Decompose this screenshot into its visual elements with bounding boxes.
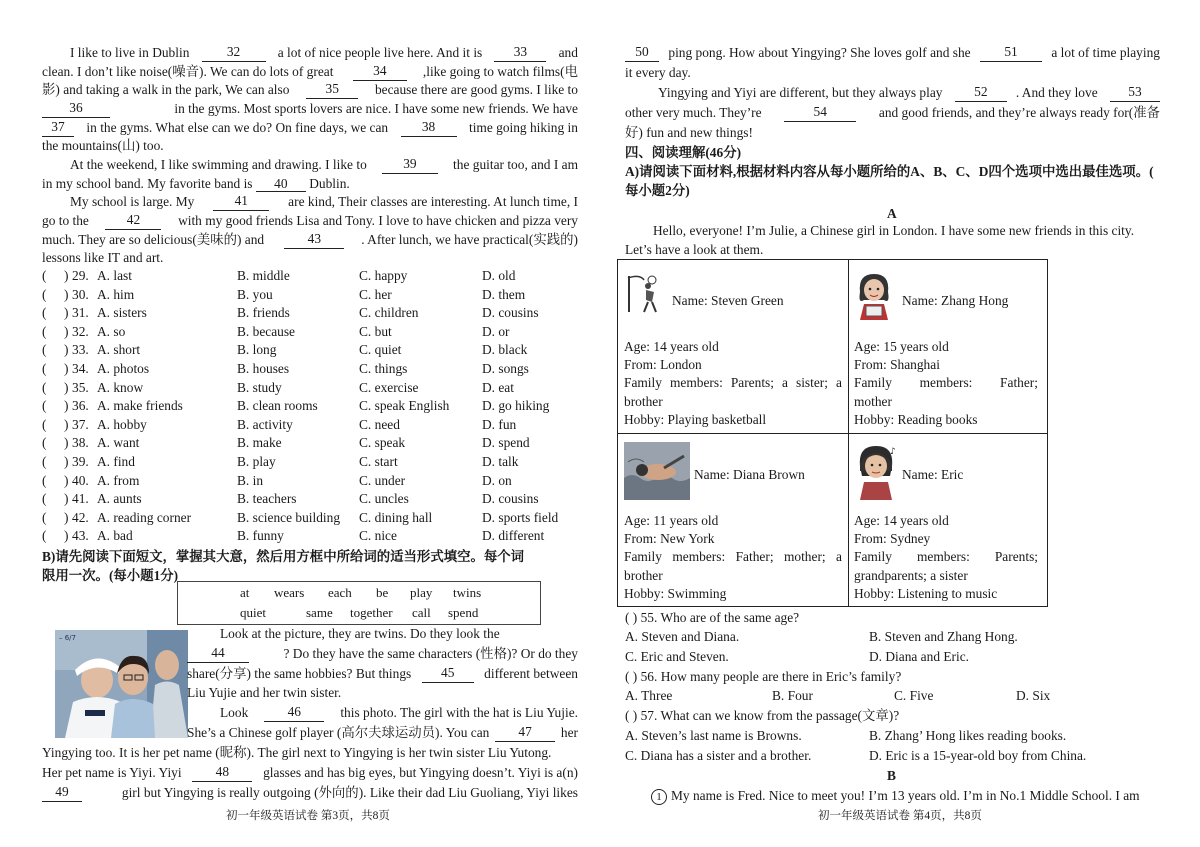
section-4-title: 四、阅读理解(46分): [625, 145, 742, 160]
friend-info: brother: [624, 567, 663, 583]
option-c: C. children: [359, 305, 419, 321]
option-b: B. in: [237, 472, 264, 488]
question-number: 43.: [72, 528, 89, 544]
friend-info: From: London: [624, 357, 702, 373]
friend-info: Family members: Father;: [854, 375, 1038, 391]
text-run: Look: [220, 705, 252, 721]
answer-bracket: (: [42, 268, 47, 283]
text-run: . And they love: [1015, 85, 1101, 100]
blank-46: 46: [264, 704, 324, 722]
blank-50: 50: [625, 44, 659, 62]
passage-line: [70, 193, 578, 211]
answer-bracket: (: [42, 528, 47, 544]
question-number: 36.: [72, 398, 89, 414]
blank-52: 52: [955, 84, 1007, 102]
text-run: Look at the picture, they are twins. Do they look the: [220, 626, 500, 641]
blank-36: 36: [42, 100, 110, 118]
option-c: C. speak English: [359, 398, 450, 414]
blank-44: 44: [187, 645, 249, 663]
passage-line: [42, 764, 578, 782]
friend-card: [854, 434, 1044, 606]
option-d: D. eat: [482, 379, 514, 395]
question-number: 30.: [72, 286, 89, 302]
option-b: B. middle: [237, 268, 290, 283]
option-a: A. bad: [97, 528, 133, 544]
option-d: D. spend: [482, 435, 530, 451]
option-a: A. hobby: [97, 416, 147, 432]
option-d: D. them: [482, 286, 526, 302]
text-run: Yingying too. It is her pet name (昵称). The girl next to Yingying is her twin sister Liu Yutong.: [42, 745, 552, 760]
friend-card: [624, 260, 848, 432]
reading-girl-icon: [854, 270, 894, 324]
passage-line: [625, 44, 1160, 62]
q57-option-d: D. Eric is a 15-year-old boy from China.: [869, 748, 1087, 763]
page-footer: 初一年级英语试卷 第4页，共8页: [818, 810, 982, 822]
q55-option-d: D. Diana and Eric.: [869, 649, 970, 664]
text-run: go to the: [42, 212, 93, 228]
text-run: in the gyms. Most sports lovers are nice. I have some new friends. We have: [171, 100, 578, 116]
word-each: each: [328, 585, 352, 600]
page-footer: 初一年级英语试卷 第3页，共8页: [226, 810, 390, 822]
answer-bracket: ): [64, 491, 69, 507]
word-at: at: [240, 585, 250, 600]
option-d: D. cousins: [482, 491, 539, 507]
passage-a-intro: Hello, everyone! I’m Julie, a Chinese girl in London. I have some new friends in this city.: [653, 223, 1135, 238]
answer-bracket: ): [64, 361, 69, 376]
option-d: D. go hiking: [482, 398, 550, 414]
word-quiet: quiet: [240, 605, 266, 620]
option-d: D. fun: [482, 416, 517, 432]
option-b: B. long: [237, 342, 277, 358]
option-a: A. so: [97, 323, 126, 339]
option-a: A. sisters: [97, 305, 147, 321]
passage-line: [187, 724, 578, 742]
text-run: girl but Yingying is really outgoing (外向的). Like their dad Liu Guoliang, Yiyi likes: [118, 784, 578, 800]
question-56: ( ) 56. How many people are there in Eric’s family?: [625, 669, 902, 684]
passage-b-text: My name is Fred. Nice to meet you! I’m 13 years old. I’m in No.1 Middle School. I am: [671, 788, 1140, 803]
blank-51: 51: [980, 44, 1042, 62]
word-together: together: [350, 605, 393, 620]
text-run: because there are good gyms. I like to: [371, 82, 578, 98]
text-run: . After lunch, we have practical(实践的): [361, 231, 578, 247]
text-run: At the weekend, I like swimming and drawing. I like to: [70, 156, 371, 172]
text-run: it every day.: [625, 65, 691, 80]
option-b: B. make: [237, 435, 282, 451]
word-be: be: [376, 585, 389, 600]
text-run: this photo. The girl with the hat is Liu Yujie.: [336, 705, 578, 721]
answer-bracket: (: [42, 361, 47, 376]
twins-photo: [55, 630, 188, 738]
option-b: B. you: [237, 286, 273, 302]
text-run: Her pet name is Yiyi. Yiyi: [42, 764, 185, 780]
text-run: lessons like IT and art.: [42, 250, 164, 266]
passage-line: [658, 84, 1160, 102]
blank-42: 42: [105, 212, 161, 230]
answer-bracket: (: [42, 305, 47, 321]
option-b: B. science building: [237, 509, 341, 525]
text-run: in my school band. My favorite band is: [42, 175, 256, 191]
option-b: B. funny: [237, 528, 284, 544]
passage-line: [42, 175, 350, 193]
text-run: different between: [480, 665, 578, 681]
word-play: play: [410, 585, 433, 600]
passage-line: [187, 684, 341, 702]
blank-38: 38: [401, 119, 457, 137]
text-run: time going hiking in: [465, 119, 578, 135]
text-run: the mountains(山) too.: [42, 138, 164, 154]
text-run: Dublin.: [305, 175, 350, 191]
question-number: 41.: [72, 491, 89, 507]
word-spend: spend: [448, 605, 479, 620]
passage-b-first-line: [651, 787, 1140, 805]
friend-name: Name: Diana Brown: [694, 467, 805, 482]
answer-bracket: (: [42, 472, 47, 488]
answer-bracket: ): [64, 286, 69, 302]
friend-info: Hobby: Listening to music: [854, 585, 998, 601]
friend-info: Age: 11 years old: [624, 513, 719, 528]
friend-name: Name: Eric: [902, 467, 964, 482]
answer-bracket: (: [42, 454, 47, 469]
option-d: D. cousins: [482, 305, 539, 321]
option-a: A. want: [97, 435, 140, 451]
q56-option-a: A. Three: [625, 688, 673, 703]
question-number: 40.: [72, 472, 89, 488]
option-d: D. old: [482, 268, 516, 283]
passage-line: [42, 249, 163, 267]
text-run: ping pong. How about Yingying? She loves golf and she: [665, 45, 974, 60]
passage-line: [42, 784, 578, 802]
answer-bracket: ): [64, 342, 69, 358]
text-run: much. They are so delicious(美味的) and: [42, 231, 268, 247]
blank-40: 40: [256, 176, 306, 192]
passage-line: [42, 137, 164, 155]
friend-info: Hobby: Reading books: [854, 411, 978, 427]
passage-a-intro-2: Let’s have a look at them.: [625, 242, 764, 257]
friend-card: [854, 260, 1044, 432]
question-number: 32.: [72, 323, 89, 339]
text-run: share(分享) the same hobbies? But things: [187, 665, 415, 681]
blank-49: 49: [42, 784, 82, 802]
passage-line: [220, 704, 578, 722]
text-run: My school is large. My: [70, 194, 198, 210]
friend-name: Name: Steven Green: [672, 293, 784, 308]
svg-text:– 6/7: – 6/7: [59, 634, 76, 642]
answer-bracket: ): [64, 268, 69, 283]
q57-option-a: A. Steven’s last name is Browns.: [625, 728, 802, 743]
option-d: D. different: [482, 528, 545, 544]
q55-option-a: A. Steven and Diana.: [625, 629, 740, 644]
friend-card: [624, 434, 848, 606]
option-a: A. from: [97, 472, 140, 488]
option-c: C. her: [359, 286, 392, 302]
section-b-instruction-2: 限用一次。(每小题1分): [42, 568, 179, 583]
option-d: D. on: [482, 472, 512, 488]
section-4-instruction: A)请阅读下面材料,根据材料内容从每小题所给的A、B、C、D四个选项中选出最佳选项。(: [625, 164, 1154, 179]
friend-info: grandparents; a sister: [854, 567, 968, 583]
answer-bracket: (: [42, 416, 47, 432]
q56-option-b: B. Four: [772, 688, 813, 703]
answer-bracket: (: [42, 398, 47, 414]
answer-bracket: ): [64, 398, 69, 414]
blank-43: 43: [284, 231, 344, 249]
section-b-instruction: B)请先阅读下面短文，掌握其大意，然后用方框中所给词的适当形式填空。每个词: [42, 549, 525, 564]
question-number: 31.: [72, 305, 89, 321]
text-run: and: [555, 45, 578, 60]
option-b: B. friends: [237, 305, 290, 321]
option-d: D. or: [482, 323, 510, 339]
question-number: 37.: [72, 416, 89, 432]
blank-34: 34: [353, 63, 407, 81]
passage-line: [42, 212, 578, 230]
friend-info: Hobby: Swimming: [624, 585, 727, 601]
question-number: 38.: [72, 435, 89, 451]
answer-bracket: (: [42, 509, 47, 525]
word-box: [177, 581, 541, 625]
option-a: A. photos: [97, 361, 150, 376]
word-wears: wears: [274, 585, 305, 600]
option-a: A. last: [97, 268, 132, 283]
answer-bracket: ): [64, 528, 69, 544]
blank-39: 39: [382, 156, 438, 174]
friend-info: Family members: Parents; a sister; a: [624, 375, 842, 391]
text-run: other very much. They’re: [625, 105, 765, 120]
text-run: her: [557, 725, 578, 740]
option-d: D. black: [482, 342, 528, 358]
passage-a-label: A: [887, 206, 897, 221]
option-c: C. dining hall: [359, 509, 433, 525]
answer-bracket: ): [64, 379, 69, 395]
blank-48: 48: [192, 764, 252, 782]
option-c: C. happy: [359, 268, 408, 283]
option-b: B. teachers: [237, 491, 297, 507]
blank-33: 33: [494, 44, 546, 62]
passage-line: [220, 625, 578, 643]
question-number: 29.: [72, 268, 89, 283]
option-a: A. aunts: [97, 491, 142, 507]
answer-bracket: ): [64, 454, 69, 469]
passage-line: [187, 645, 578, 663]
q55-option-b: B. Steven and Zhang Hong.: [869, 629, 1018, 644]
answer-bracket: (: [42, 435, 47, 451]
option-b: B. study: [237, 379, 282, 395]
answer-bracket: ): [64, 416, 69, 432]
blank-32: 32: [202, 44, 266, 62]
text-run: She’s a Chinese golf player (高尔夫球运动员). You can: [187, 725, 493, 740]
text-run: Yingying and Yiyi are different, but they always play: [658, 85, 946, 100]
blank-41: 41: [213, 193, 269, 211]
option-b: B. activity: [237, 416, 293, 432]
question-number: 39.: [72, 454, 89, 469]
text-run: the guitar too, and I am: [449, 156, 578, 172]
blank-45: 45: [422, 665, 474, 683]
friend-info: From: Shanghai: [854, 357, 940, 373]
text-run: a lot of nice people live here. And it is: [274, 45, 486, 60]
text-run: are kind, Their classes are interesting. At lunch time, I: [284, 194, 578, 210]
answer-bracket: (: [42, 286, 47, 302]
option-c: C. uncles: [359, 491, 409, 507]
option-c: C. things: [359, 361, 408, 376]
option-a: A. reading corner: [97, 509, 192, 525]
text-run: ? Do they have the same characters (性格)? Or do they: [283, 645, 578, 661]
blank-35: 35: [306, 81, 358, 99]
svg-text:♪: ♪: [890, 447, 896, 457]
passage-line: [70, 44, 578, 62]
option-a: A. short: [97, 342, 141, 358]
option-b: B. play: [237, 454, 276, 469]
friend-info: From: Sydney: [854, 531, 931, 547]
option-c: C. but: [359, 323, 392, 339]
question-number: 35.: [72, 379, 89, 395]
passage-line: [42, 81, 578, 99]
blank-47: 47: [495, 724, 555, 742]
option-d: D. talk: [482, 454, 519, 469]
option-d: D. songs: [482, 361, 529, 376]
friend-info: Age: 15 years old: [854, 339, 949, 354]
passage-b-label: B: [887, 768, 896, 783]
text-run: in the gyms. What else can we do? On fine days, we can: [83, 119, 392, 135]
option-c: C. need: [359, 416, 400, 432]
answer-bracket: ): [64, 305, 69, 321]
answer-bracket: (: [42, 342, 47, 358]
option-a: A. make friends: [97, 398, 183, 414]
circled-number: 1: [651, 789, 667, 805]
swimmer-icon: [624, 442, 690, 504]
question-number: 34.: [72, 361, 89, 376]
passage-line: [187, 665, 578, 683]
option-c: C. speak: [359, 435, 406, 451]
answer-bracket: (: [42, 379, 47, 395]
option-a: A. find: [97, 454, 135, 469]
text-run: glasses and has big eyes, but Yingying doesn’t. Yiyi is a(n): [259, 764, 578, 780]
passage-line: [42, 100, 578, 118]
text-run: Liu Yujie and her twin sister.: [187, 685, 342, 701]
basketball-player-icon: [624, 270, 668, 318]
section-4-instruction-2: 每小题2分): [625, 183, 690, 198]
option-c: C. under: [359, 472, 406, 488]
friend-info: Age: 14 years old: [624, 339, 719, 354]
option-c: C. exercise: [359, 379, 419, 395]
question-57: ( ) 57. What can we know from the passage(文章)?: [625, 708, 900, 723]
passage-line: [42, 119, 578, 137]
option-c: C. quiet: [359, 342, 402, 358]
answer-bracket: ): [64, 435, 69, 451]
text-run: ,like going to watch films(电: [422, 63, 578, 79]
option-a: A. him: [97, 286, 135, 302]
word-call: call: [412, 605, 431, 620]
q57-option-c: C. Diana has a sister and a brother.: [625, 748, 812, 763]
text-run: clean. I don’t like noise(噪音). We can do lots of great: [42, 63, 337, 79]
text-run: I like to live in Dublin: [70, 45, 193, 60]
answer-bracket: ): [64, 509, 69, 525]
option-b: B. clean rooms: [237, 398, 318, 414]
question-55: ( ) 55. Who are of the same age?: [625, 610, 800, 625]
text-run: 影) and taking a walk in the park, We can also: [42, 82, 293, 98]
friend-info: Age: 14 years old: [854, 513, 949, 528]
word-same: same: [306, 605, 333, 620]
friend-info: From: New York: [624, 531, 715, 547]
question-number: 42.: [72, 509, 89, 525]
text-run: a lot of time playing: [1048, 45, 1160, 60]
question-number: 33.: [72, 342, 89, 358]
blank-37: 37: [42, 119, 74, 137]
passage-line: [42, 744, 578, 762]
option-c: C. start: [359, 454, 398, 469]
answer-bracket: (: [42, 491, 47, 507]
passage-line: [42, 231, 578, 249]
blank-54: 54: [784, 104, 856, 122]
friend-info: mother: [854, 393, 892, 409]
q56-option-d: D. Six: [1016, 688, 1051, 703]
q55-option-c: C. Eric and Steven.: [625, 649, 729, 664]
option-b: B. because: [237, 323, 296, 339]
answer-bracket: ): [64, 472, 69, 488]
friends-table: [617, 259, 1048, 607]
text-run: with my good friends Lisa and Tony. I love to have chicken and pizza very: [174, 212, 578, 228]
text-run: and good friends, and they’re always ready for(准备: [875, 105, 1160, 120]
q57-option-b: B. Zhang’ Hong likes reading books.: [869, 728, 1067, 743]
option-a: A. know: [97, 379, 144, 395]
left-page: [42, 0, 578, 847]
passage-line: [625, 104, 1160, 122]
friend-info: Hobby: Playing basketball: [624, 411, 767, 427]
passage-line: [70, 156, 578, 174]
blank-53: 53: [1110, 84, 1160, 102]
answer-bracket: (: [42, 323, 47, 339]
option-d: D. sports field: [482, 509, 559, 525]
passage-line: [625, 64, 691, 82]
friend-info: Family members: Parents;: [854, 549, 1038, 565]
music-listener-icon: [854, 442, 898, 504]
passage-line: [625, 124, 753, 142]
passage-line: [42, 63, 578, 81]
option-b: B. houses: [237, 361, 290, 376]
friend-info: Family members: Father; mother; a: [624, 549, 842, 565]
right-page: [625, 0, 1160, 847]
text-run: 好) fun and new things!: [625, 125, 753, 140]
answer-bracket: ): [64, 323, 69, 339]
friend-name: Name: Zhang Hong: [902, 293, 1009, 308]
friend-info: brother: [624, 393, 663, 409]
q56-option-c: C. Five: [894, 688, 934, 703]
word-twins: twins: [453, 585, 482, 600]
option-c: C. nice: [359, 528, 397, 544]
